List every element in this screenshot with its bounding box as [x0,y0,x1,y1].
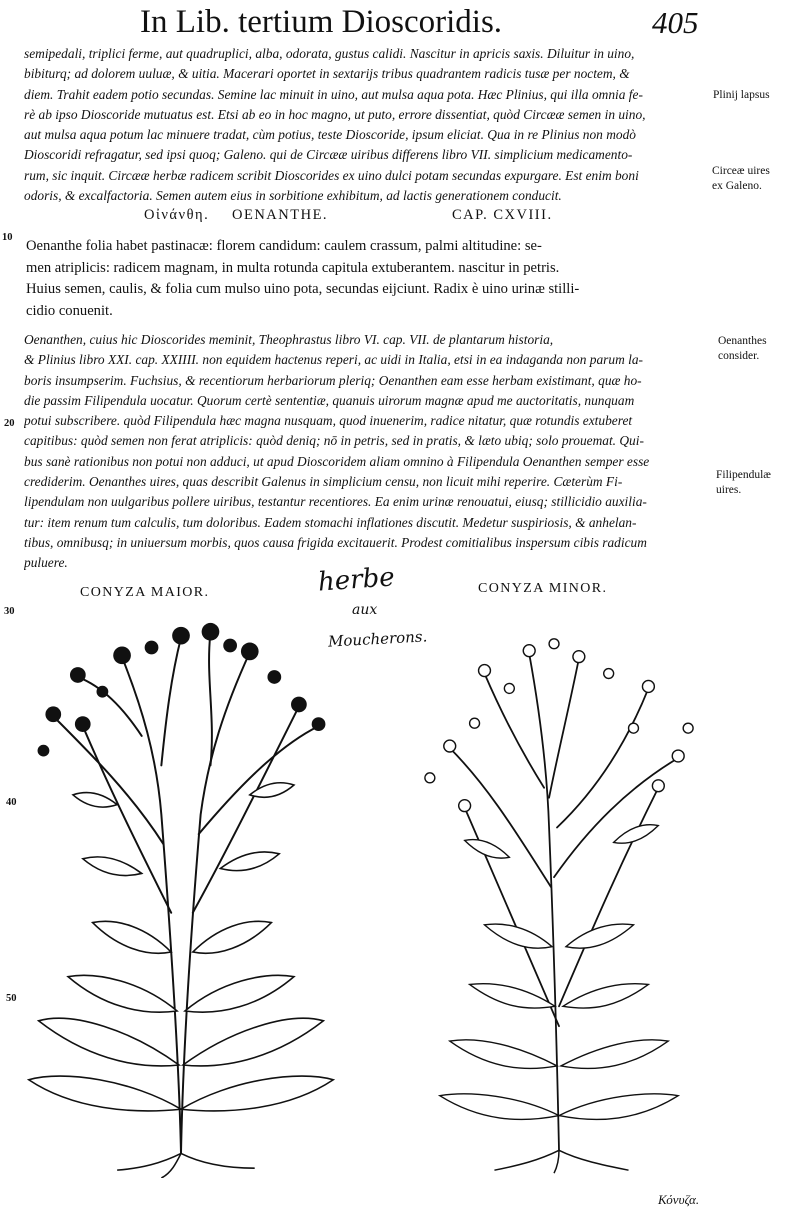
margin-note-line: uires. [716,484,742,496]
line-number: 10 [2,232,13,243]
line-number: 20 [4,418,15,429]
line-number: 50 [6,993,17,1004]
margin-note-line: Circeæ uires [712,165,770,177]
text-line: rè ab ipso Dioscoride mutuatus est. Etsi ab eo in hoc magno, ut puto, errore dissentiat, quòd Circææ semen in uino, [24,106,646,122]
text-line: die passim Filipendula uocatur. Quorum certè sententiæ, quanuis uirorum magnæ apud me auctoritatis, nunquam [24,392,635,408]
text-line: aut mulsa aqua potum lac minuere tradat, cùm potius, teste Dioscoride, ipsum eliciat. Qua in re Plinius non modò [24,127,636,143]
text-line: bibiturq; ad dolorem uuluæ, & uitia. Macerari oportet in sextarijs tribus quadrantem radicis tusæ per noctem, & [24,66,630,82]
text-line: bus sanè rationibus non potui non adduci, ut apud Dioscoridem aliam omnino à Filipendula Oenanthen semper esse [24,453,650,469]
text-line: Dioscoridi refragatur, sed ipsi quoq; Galeno. qui de Circææ uiribus differens libro VII. simplicium medicamento- [24,147,633,163]
handwritten-note: aux [352,602,378,618]
greek-label: Κόνυζα. [658,1192,700,1207]
commentary-paragraph [24,330,706,574]
caption-conyza-minor: CONYZA MINOR. [478,581,608,596]
chapter-heading-greek: Οἰνάνθη. [144,207,210,223]
page-number: 405 [652,5,699,40]
running-head: In Lib. tertium Dioscoridis. [140,4,503,40]
text-line: cidio conuenit. [26,302,113,319]
text-line: Oenanthen, cuius hic Dioscorides meminit, Theophrastus libro VI. cap. VII. de plantarum historia, [24,332,554,347]
text-line: Oenanthe folia habet pastinacæ: florem candidum: caulem crassum, palmi altitudine: se- [26,238,542,254]
conyza-minor-illustration [410,628,708,1176]
text-line: puluere. [24,555,68,571]
margin-note-line: ex Galeno. [712,180,762,192]
text-line: tur: item renum tum calculis, tum doloribus. Eadem stomachi inflationes discutit. Medetur suspiriosis, & anhelan- [24,514,637,530]
text-line: odoris, & excalfactoria. Semen autem eius in sorbitione exhibitum, ad lactis generationem conducit. [24,188,562,204]
margin-note-plinij-lapsus: Plinij lapsus [713,89,770,101]
text-line: diem. Trahit eadem potio secundas. Semine lac minuit in uino, aut mulsa aqua pota. Hæc Plinius, qui illa omnia fe- [24,86,643,102]
caption-conyza-maior: CONYZA MAIOR. [80,585,210,600]
text-line: lipendulam non uulgaribus pollere uiribus, testantur recentiores. Ea enim urinæ renouatui, eiusq; stillicidio auxilia- [24,494,647,510]
chapter-number: CAP. CXVIII. [452,207,553,223]
text-line: potui subscribere. quòd Filipendula hæc magna nusquam, quod inuenerim, radice nitatur, quæ rotundis extuberet [24,413,633,429]
margin-note-oenanthes-consider [718,334,767,364]
chapter-heading-latin: OENANTHE. [232,207,329,223]
text-line: Huius semen, caulis, & folia cum mulso uino pota, secundas eijciunt. Radix è uino urinæ stilli- [26,281,580,297]
text-line: tibus, omnibusq; in uniuersum morbis, quos causa frigida excitauerit. Prodest comitialibus inspersum cibis radicum [24,534,647,550]
margin-note-line: Filipendulæ [716,469,771,481]
text-line: boris insumpserim. Fuchsius, & recentiorum herbariorum pleriq; Oenanthen eam esse herbam existimant, quæ ho- [24,372,642,388]
margin-note-circeae-vires [712,164,770,194]
margin-note-filipendulae-vires [716,468,771,498]
text-line: rum, sic inquit. Circææ herbæ radicem scribit Dioscorides ex uino dulci potam secundas expurgare. Est enim boni [24,167,639,183]
handwritten-note: Moucherons. [327,627,428,651]
text-line: men atriplicis: radicem magnam, in multa rotunda capitula extuberantem. nascitur in petris. [26,259,560,276]
handwritten-note: herbe [317,562,396,598]
text-line: capitibus: quòd semen non ferat atriplicis: quòd deniq; nō in petris, sed in pratis, & læto ubiq; solo prouemat. Qui- [24,433,644,449]
line-number: 40 [6,797,17,808]
dioscorides-paragraph [26,236,708,322]
margin-note-line: Oenanthes [718,335,767,347]
top-paragraph [24,44,706,206]
text-line: & Plinius libro XXI. cap. XXIIII. non equidem hactenus reperi, ac uidi in Italia, etsi in ea indaganda non parum la- [24,352,643,368]
margin-note-line: consider. [718,350,760,362]
text-line: crediderim. Oenanthes uires, quas describit Galenus in simplicium censu, non licuit mihi reperire. Cæterùm Fi- [24,474,623,490]
conyza-maior-illustration [22,618,340,1178]
line-number: 30 [4,606,15,617]
text-line: semipedali, triplici ferme, aut quadruplici, alba, odorata, gustus calidi. Nascitur in apricis saxis. Diluitur in uino, [24,46,635,61]
